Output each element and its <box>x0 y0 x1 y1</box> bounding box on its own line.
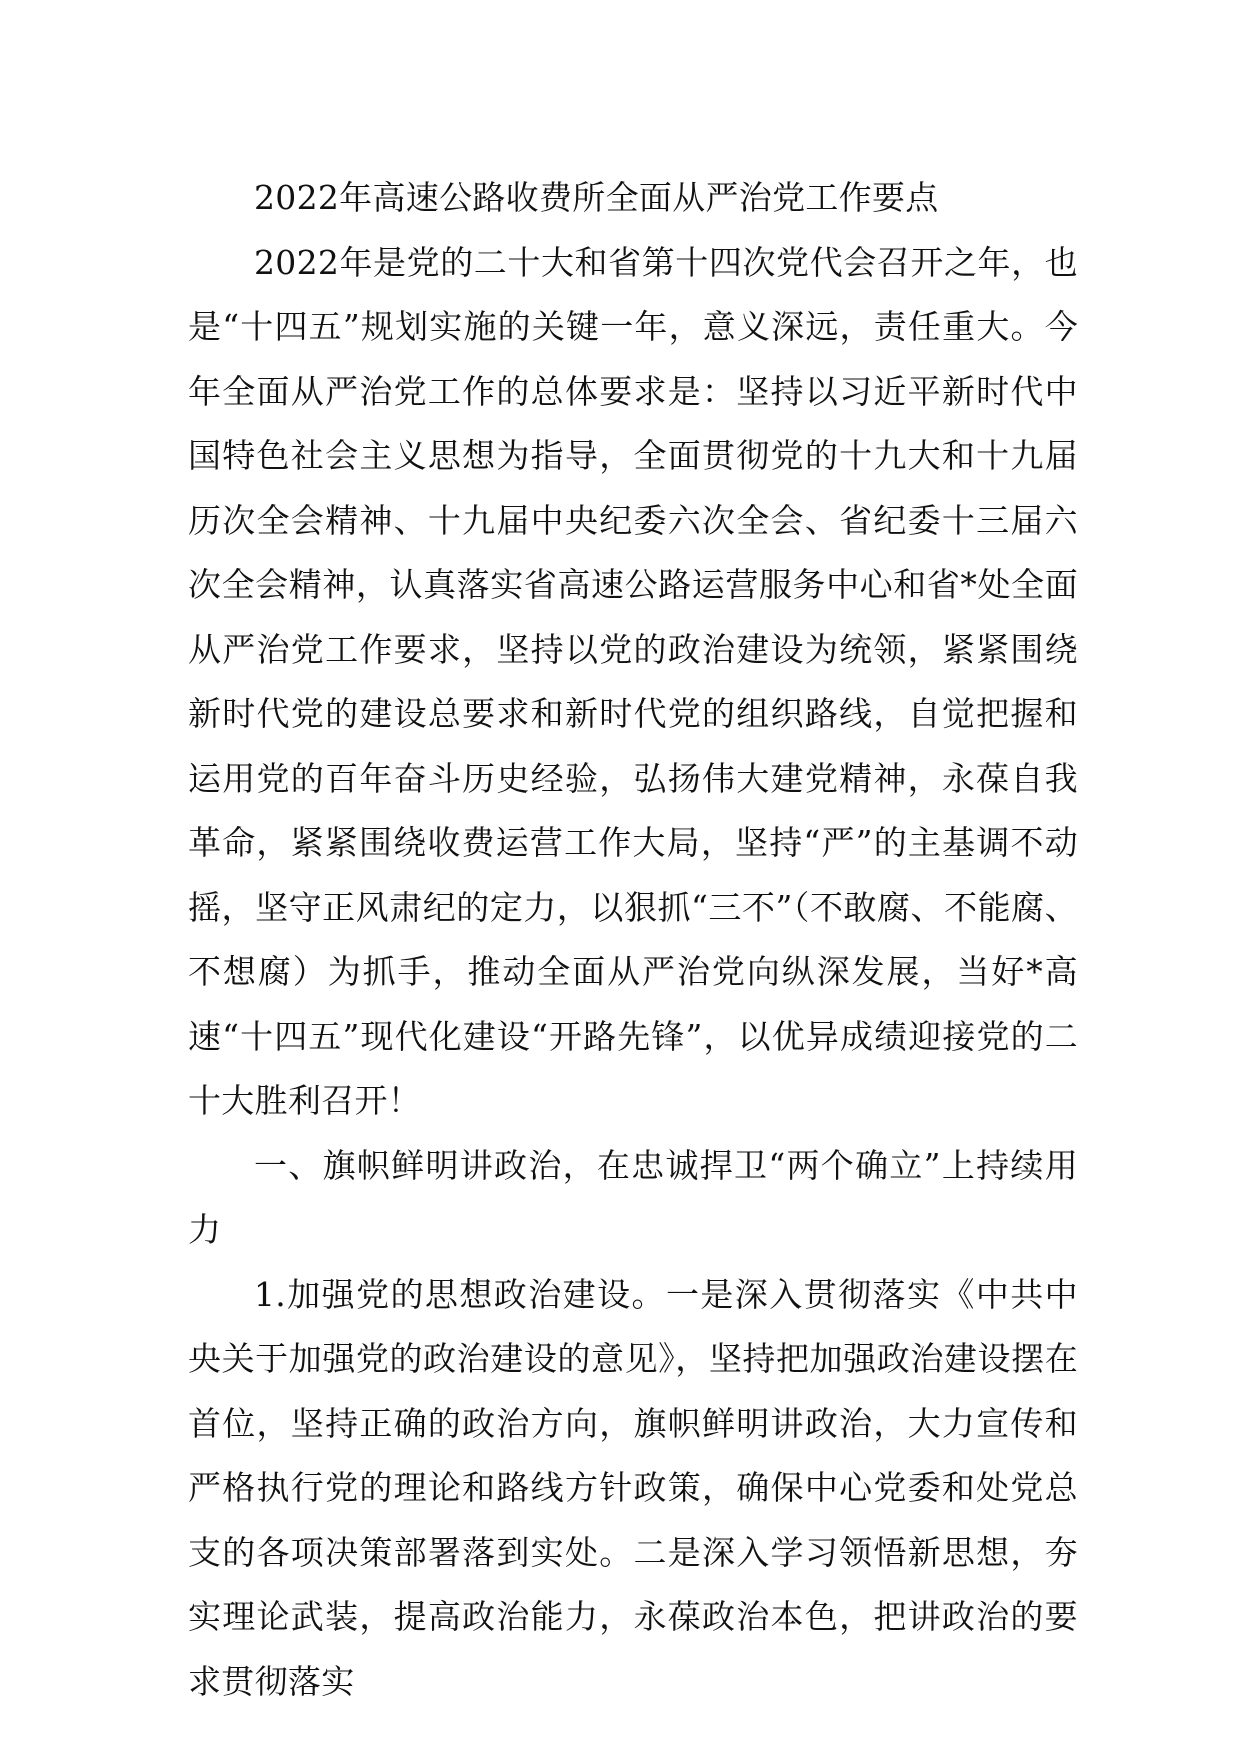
document-body <box>188 166 1078 1714</box>
section-heading-1: 一、旗帜鲜明讲政治，在忠诚捍卫“两个确立”上持续用力 <box>188 1145 1078 1249</box>
paragraph-item-1: 1.加强党的思想政治建设。一是深入贯彻落实《中共中央关于加强党的政治建设的意见》，坚持把加强政治建设摆在首位，坚持正确的政治方向，旗帜鲜明讲政治，大力宣传和严格执行党的理论和路线方针政策，确保中心党委和处党总支的各项决策部署落到实处。二是深入学习领悟新思想，夯实理论武装，提高政治能力，永葆政治本色，把讲政治的要求贯彻落实 <box>188 1274 1078 1701</box>
document-title: 2022年高速公路收费所全面从严治党工作要点 <box>254 178 939 217</box>
paragraph-intro: 2022年是党的二十大和省第十四次党代会召开之年，也是“十四五”规划实施的关键一年，意义深远，责任重大。今年全面从严治党工作的总体要求是：坚持以习近平新时代中国特色社会主义思想为指导，全面贯彻党的十九大和十九届历次全会精神、十九届中央纪委六次全会、省纪委十三届六次全会精神，认真落实省高速公路运营服务中心和省*处全面从严治党工作要求，坚持以党的政治建设为统领，紧紧围绕新时代党的建设总要求和新时代党的组织路线，自觉把握和运用党的百年奋斗历史经验，弘扬伟大建党精神，永葆自我革命，紧紧围绕收费运营工作大局，坚持“严”的主基调不动摇，坚守正风肃纪的定力，以狠抓“三不”（不敢腐、不能腐、不想腐）为抓手，推动全面从严治党向纵深发展，当好*高速“十四五”现代化建设“开路先锋”，以优异成绩迎接党的二十大胜利召开！ <box>188 242 1078 1120</box>
